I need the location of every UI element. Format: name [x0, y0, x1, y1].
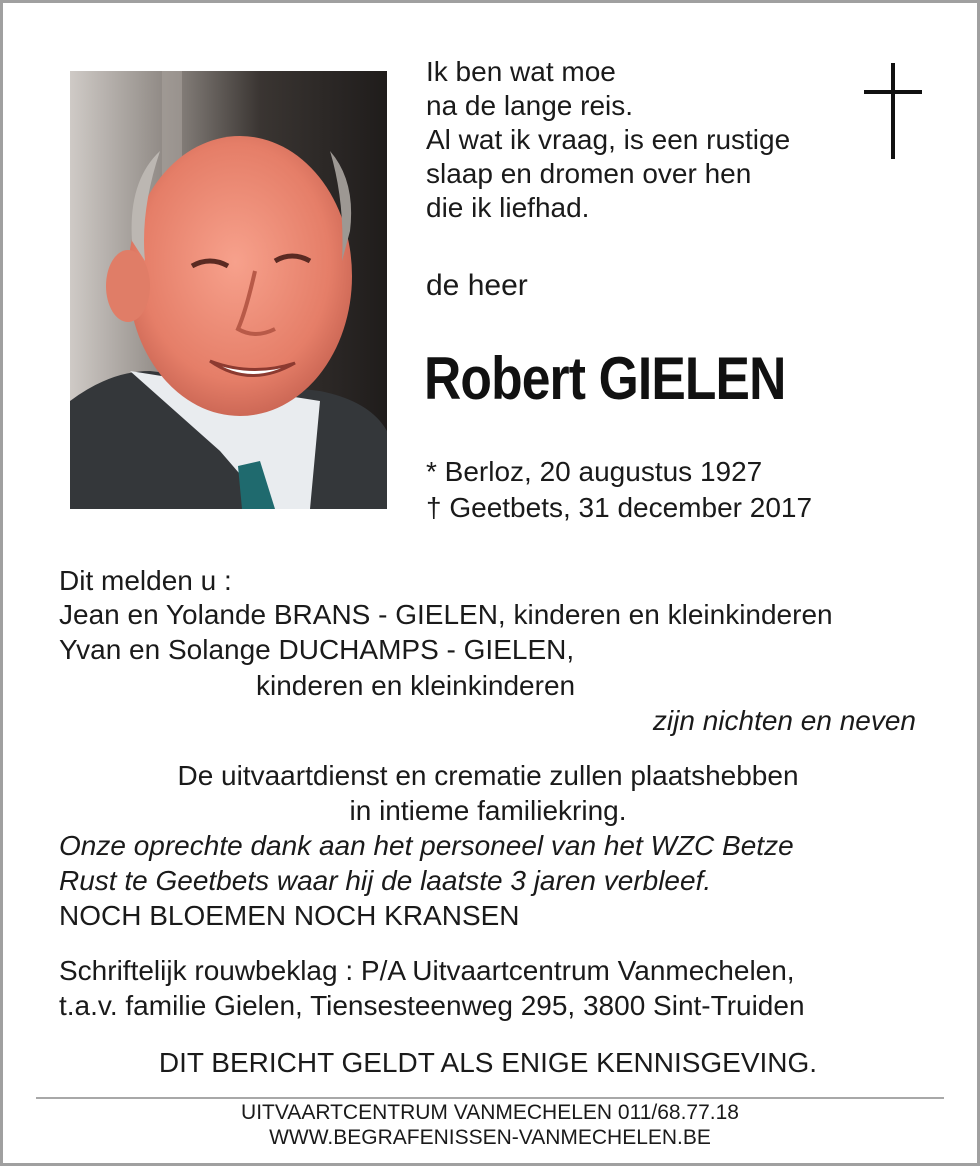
announce-intro: Dit melden u :: [59, 565, 232, 596]
thanks-line-1: Onze oprechte dank aan het personeel van het WZC Betze: [59, 830, 794, 861]
notice: DIT BERICHT GELDT ALS ENIGE KENNISGEVING.: [158, 1047, 818, 1078]
condolence-line-2: t.a.v. familie Gielen, Tiensesteenweg 295, 3800 Sint-Truiden: [59, 990, 805, 1021]
family-line-2: Yvan en Solange DUCHAMPS - GIELEN,: [59, 634, 575, 665]
service-line-1: De uitvaartdienst en crematie zullen plaatshebben: [177, 760, 799, 791]
footer-website: WWW.BEGRAFENISSEN-VANMECHELEN.BE: [269, 1126, 711, 1149]
portrait-photo: [70, 71, 387, 509]
poem-line: Ik ben wat moe: [426, 56, 616, 87]
cross-icon: [864, 63, 922, 159]
portrait-illustration: [70, 71, 387, 509]
family-line-1: Jean en Yolande BRANS - GIELEN, kinderen en kleinkinderen: [59, 599, 833, 630]
honorific: de heer: [426, 269, 528, 302]
poem-line: na de lange reis.: [426, 90, 634, 121]
poem-line: Al wat ik vraag, is een rustige: [426, 124, 791, 155]
family-line-3: kinderen en kleinkinderen: [256, 670, 576, 701]
deceased-name: Robert GIELEN: [424, 345, 786, 412]
footer-company: UITVAARTCENTRUM VANMECHELEN 011/68.77.18: [241, 1101, 739, 1124]
poem-line: die ik liefhad.: [426, 192, 590, 223]
poem: [426, 55, 790, 225]
thanks-line-2: Rust te Geetbets waar hij de laatste 3 jaren verbleef.: [59, 865, 712, 896]
footer-divider: [36, 1097, 944, 1099]
poem-line: slaap en dromen over hen: [426, 158, 752, 189]
death-date: † Geetbets, 31 december 2017: [426, 492, 813, 523]
no-flowers: NOCH BLOEMEN NOCH KRANSEN: [59, 900, 520, 931]
service-line-2: in intieme familiekring.: [349, 795, 627, 826]
birth-date: * Berloz, 20 augustus 1927: [426, 456, 763, 487]
condolence-line-1: Schriftelijk rouwbeklag : P/A Uitvaartcentrum Vanmechelen,: [59, 955, 795, 986]
family-line-4: zijn nichten en neven: [652, 705, 916, 736]
dates: [426, 454, 812, 526]
